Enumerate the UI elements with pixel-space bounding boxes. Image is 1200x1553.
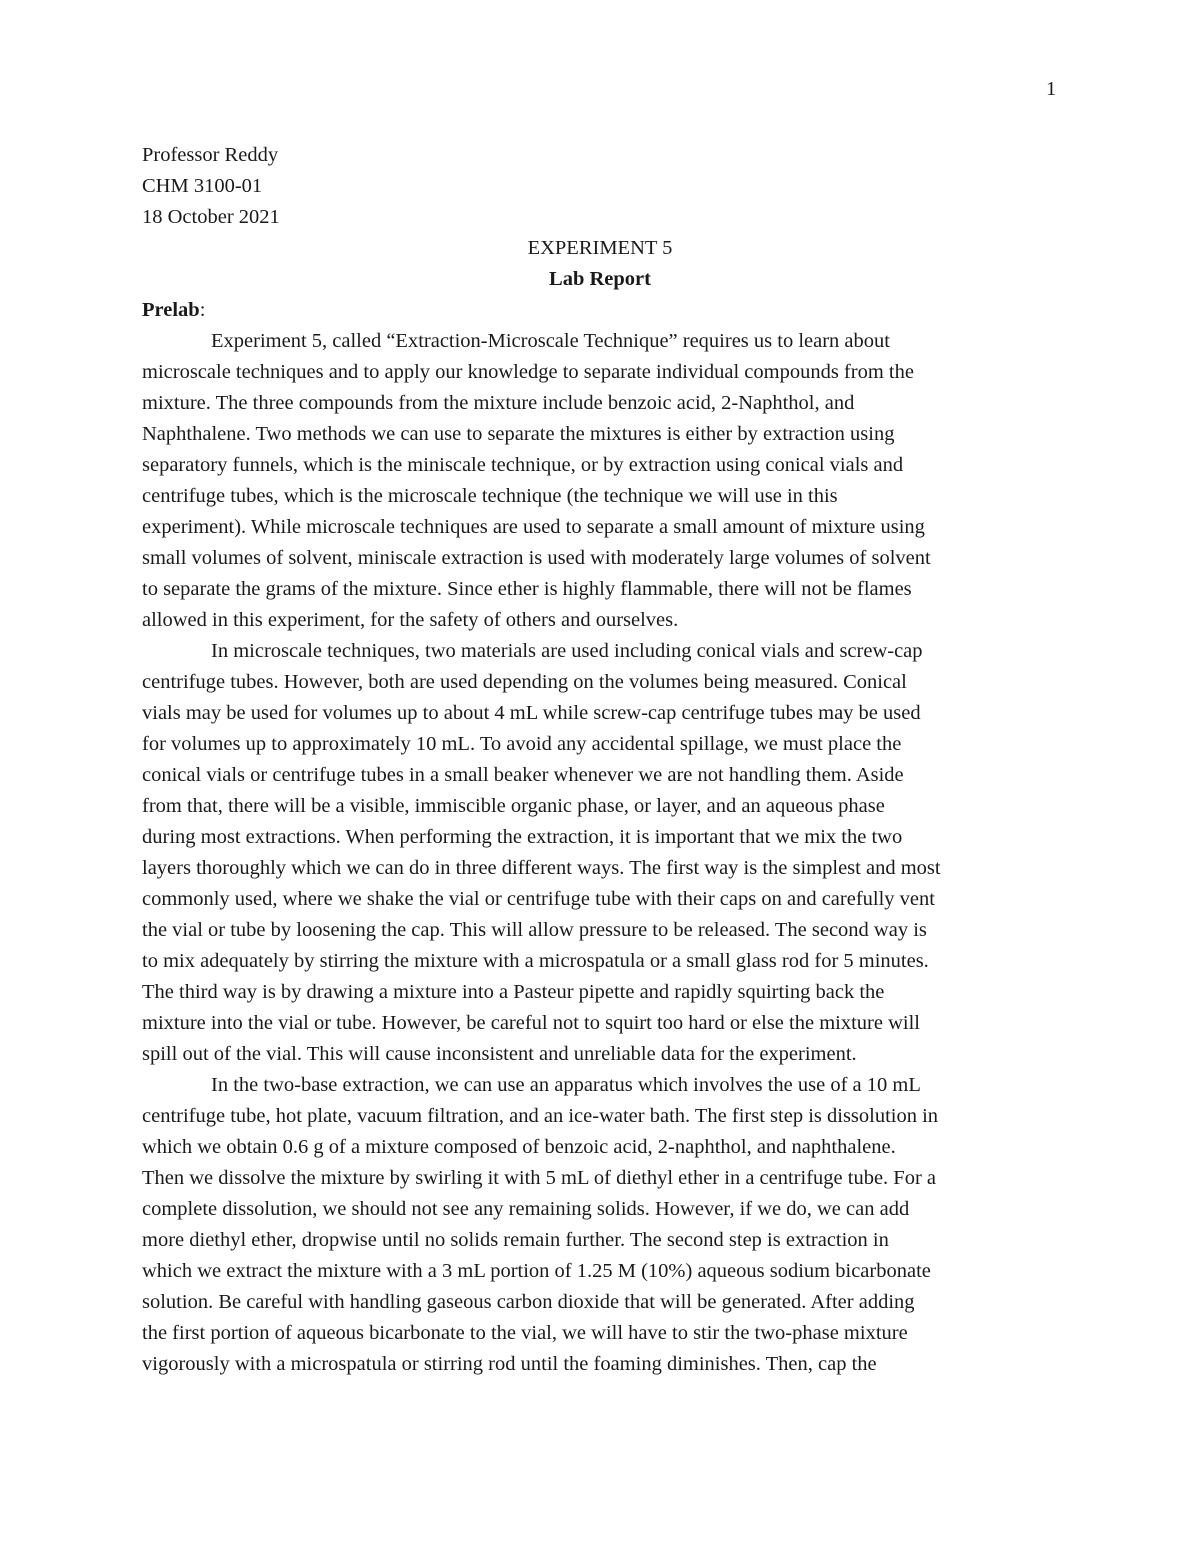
paragraph-line: vigorously with a microspatula or stirring rod until the foaming diminishes. Then, cap the [142, 1353, 877, 1375]
paragraph-line: to mix adequately by stirring the mixture with a microspatula or a small glass rod for 5 minutes. [142, 950, 929, 972]
paragraph-line: conical vials or centrifuge tubes in a small beaker whenever we are not handling them. Aside [142, 764, 904, 786]
title-block [142, 233, 1058, 295]
paragraph-line: which we obtain 0.6 g of a mixture composed of benzoic acid, 2-naphthol, and naphthalene. [142, 1136, 896, 1158]
professor-name: Professor Reddy [142, 144, 279, 166]
heading-colon: : [199, 299, 206, 321]
paragraph-line: commonly used, where we shake the vial or centrifuge tube with their caps on and carefully vent [142, 888, 935, 910]
paragraph-line: spill out of the vial. This will cause inconsistent and unreliable data for the experiment. [142, 1043, 857, 1065]
paragraph-line: the vial or tube by loosening the cap. This will allow pressure to be released. The second way is [142, 919, 927, 941]
paragraph-line: more diethyl ether, dropwise until no solids remain further. The second step is extraction in [142, 1229, 889, 1251]
course-code: CHM 3100-01 [142, 175, 263, 197]
document-header [142, 140, 280, 233]
paragraph-line: separatory funnels, which is the miniscale technique, or by extraction using conical vials and [142, 454, 904, 476]
paragraph-line: In microscale techniques, two materials are used including conical vials and screw-cap [211, 640, 923, 662]
paragraph-line: mixture into the vial or tube. However, be careful not to squirt too hard or else the mixture will [142, 1012, 920, 1034]
paragraph-line: Experiment 5, called “Extraction-Microscale Technique” requires us to learn about [211, 330, 890, 352]
report-date: 18 October 2021 [142, 206, 280, 228]
body-text [142, 326, 1058, 1380]
prelab-heading: Prelab [142, 299, 200, 321]
page-number: 1 [1046, 78, 1057, 100]
paragraph-line: small volumes of solvent, miniscale extraction is used with moderately large volumes of solvent [142, 547, 931, 569]
paragraph-line: centrifuge tubes. However, both are used depending on the volumes being measured. Conical [142, 671, 907, 693]
paragraph-line: solution. Be careful with handling gaseous carbon dioxide that will be generated. After adding [142, 1291, 915, 1313]
section-heading [142, 295, 205, 326]
experiment-title: EXPERIMENT 5 [527, 237, 673, 259]
paragraph-line: layers thoroughly which we can do in three different ways. The first way is the simplest and most [142, 857, 941, 879]
paragraph-line: centrifuge tubes, which is the microscale technique (the technique we will use in this [142, 485, 838, 507]
paragraph-line: microscale techniques and to apply our knowledge to separate individual compounds from the [142, 361, 914, 383]
paragraph-line: for volumes up to approximately 10 mL. To avoid any accidental spillage, we must place the [142, 733, 902, 755]
paragraph-line: the first portion of aqueous bicarbonate to the vial, we will have to stir the two-phase mixture [142, 1322, 908, 1344]
paragraph-line: experiment). While microscale techniques are used to separate a small amount of mixture using [142, 516, 925, 538]
paragraph-line: vials may be used for volumes up to about 4 mL while screw-cap centrifuge tubes may be used [142, 702, 921, 724]
report-subtitle: Lab Report [549, 268, 651, 290]
paragraph-line: to separate the grams of the mixture. Since ether is highly flammable, there will not be flames [142, 578, 912, 600]
paragraph-line: from that, there will be a visible, immiscible organic phase, or layer, and an aqueous phase [142, 795, 885, 817]
paragraph-line: In the two-base extraction, we can use an apparatus which involves the use of a 10 mL [211, 1074, 921, 1096]
paragraph-line: The third way is by drawing a mixture into a Pasteur pipette and rapidly squirting back the [142, 981, 885, 1003]
paragraph-line: allowed in this experiment, for the safety of others and ourselves. [142, 609, 679, 631]
paragraph-line: which we extract the mixture with a 3 mL portion of 1.25 M (10%) aqueous sodium bicarbonate [142, 1260, 931, 1282]
paragraph-line: Then we dissolve the mixture by swirling it with 5 mL of diethyl ether in a centrifuge tube. For a [142, 1167, 937, 1189]
paragraph-line: complete dissolution, we should not see any remaining solids. However, if we do, we can add [142, 1198, 910, 1220]
paragraph-line: mixture. The three compounds from the mixture include benzoic acid, 2-Naphthol, and [142, 392, 855, 414]
paragraph-line: during most extractions. When performing the extraction, it is important that we mix the two [142, 826, 903, 848]
paragraph-line: Naphthalene. Two methods we can use to separate the mixtures is either by extraction using [142, 423, 895, 445]
paragraph-line: centrifuge tube, hot plate, vacuum filtration, and an ice-water bath. The first step is dissolution in [142, 1105, 939, 1127]
